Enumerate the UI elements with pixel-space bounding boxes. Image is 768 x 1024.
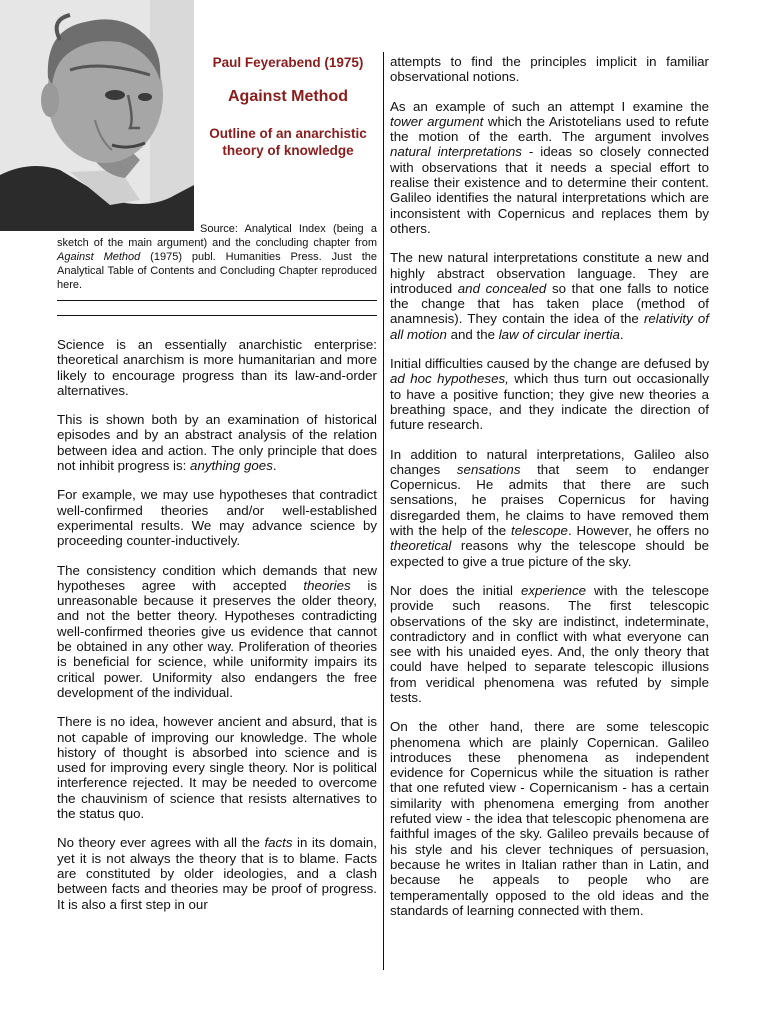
author-portrait [0, 0, 194, 231]
column-separator [383, 52, 384, 970]
paragraph: In addition to natural interpretations, Galileo also changes sensations that seem to endanger Copernicus. He admits that there are such sensations, he praises Copernicus for having disregarded them, he claims to have removed them with the help of the telescope. However, he offers no theoretical reasons why the telescope should be expected to give a true picture of the sky. [390, 446, 709, 569]
right-column [390, 54, 709, 932]
source-note [57, 222, 377, 292]
divider-top [57, 300, 377, 301]
page-subtitle: Outline of an anarchistic theory of knowledge [209, 126, 367, 158]
paragraph: attempts to find the principles implicit in familiar observational notions. [390, 54, 709, 85]
author-heading: Paul Feyerabend (1975) [212, 55, 364, 70]
paragraph: On the other hand, there are some telescopic phenomena which are plainly Copernican. Galileo introduces these phenomena as independent evidence for Copernicus while the situation is rather that one refuted view - Copernicanism - has a certain similarity with phenomena emerging from another refuted view - the idea that telescopic phenomena are faithful images of the sky. Galileo prevails because of his style and his clever techniques of persuasion, because he writes in Italian rather than in Latin, and because he appeals to people who are temperamentally opposed to the old ideas and the standards of learning connected with them. [390, 719, 709, 918]
paragraph: The new natural interpretations constitute a new and highly abstract observation language. They are introduced and concealed so that one falls to notice the change that has taken place (method of anamnesis). They contain the idea of the relativity of all motion and the law of circular inertia. [390, 250, 709, 342]
source-text-2: (1975) publ. Humanities Press. Just the Analytical Table of Contents and Concluding Chapter reproduced here. [57, 251, 377, 291]
portrait-photo-icon [0, 0, 194, 231]
page-title: Against Method [228, 88, 348, 105]
source-text: Source: Analytical Index (being a sketch of the main argument) and the concluding chapter from [57, 223, 377, 249]
paragraph: The consistency condition which demands that new hypotheses agree with accepted theories is unreasonable because it preserves the older theory, and not the better theory. Hypotheses contradicting well-confirmed theories give us evidence that cannot be obtained in any other way. Proliferation of theories is beneficial for science, while uniformity impairs its critical power. Uniformity also endangers the free development of the individual. [57, 562, 377, 700]
left-column [57, 337, 377, 926]
paragraph: For example, we may use hypotheses that contradict well-confirmed theories and/or well-established experimental results. We may advance science by proceeding counter-inductively. [57, 487, 377, 549]
paragraph: There is no idea, however ancient and absurd, that is not capable of improving our knowledge. The whole history of thought is absorbed into science and is used for improving every single theory. Nor is political interference rejected. It may be needed to overcome the chauvinism of science that resists alternatives to the status quo. [57, 714, 377, 822]
source-book-title: Against Method [57, 251, 141, 263]
paragraph: No theory ever agrees with all the facts in its domain, yet it is not always the theory that is to blame. Facts are constituted by older ideologies, and a clash between facts and theories may be proof of progress. It is also a first step in our [57, 835, 377, 912]
paragraph: Nor does the initial experience with the telescope provide such reasons. The first telescopic observations of the sky are indistinct, indeterminate, contradictory and in conflict with what everyone can see with his unaided eyes. And, the only theory that could have helped to separate telescopic illusions from veridical phenomena was refuted by simple tests. [390, 582, 709, 705]
paragraph: Initial difficulties caused by the change are defused by ad hoc hypotheses, which thus turn out occasionally to have a positive function; they give new theories a breathing space, and they indicate the direction of future research. [390, 356, 709, 433]
paragraph: As an example of such an attempt I examine the tower argument which the Aristotelians used to refute the motion of the earth. The argument involves natural interpretations - ideas so closely connected with observations that it needs a special effort to realise their existence and to determine their content. Galileo identifies the natural interpretations which are inconsistent with Copernicus and replaces them by others. [390, 98, 709, 236]
paragraph: Science is an essentially anarchistic enterprise: theoretical anarchism is more humanitarian and more likely to encourage progress than its law-and-order alternatives. [57, 337, 377, 398]
paragraph: This is shown both by an examination of historical episodes and by an abstract analysis of the relation between idea and action. The only principle that does not inhibit progress is: anything goes. [57, 412, 377, 474]
divider-bottom [57, 315, 377, 316]
